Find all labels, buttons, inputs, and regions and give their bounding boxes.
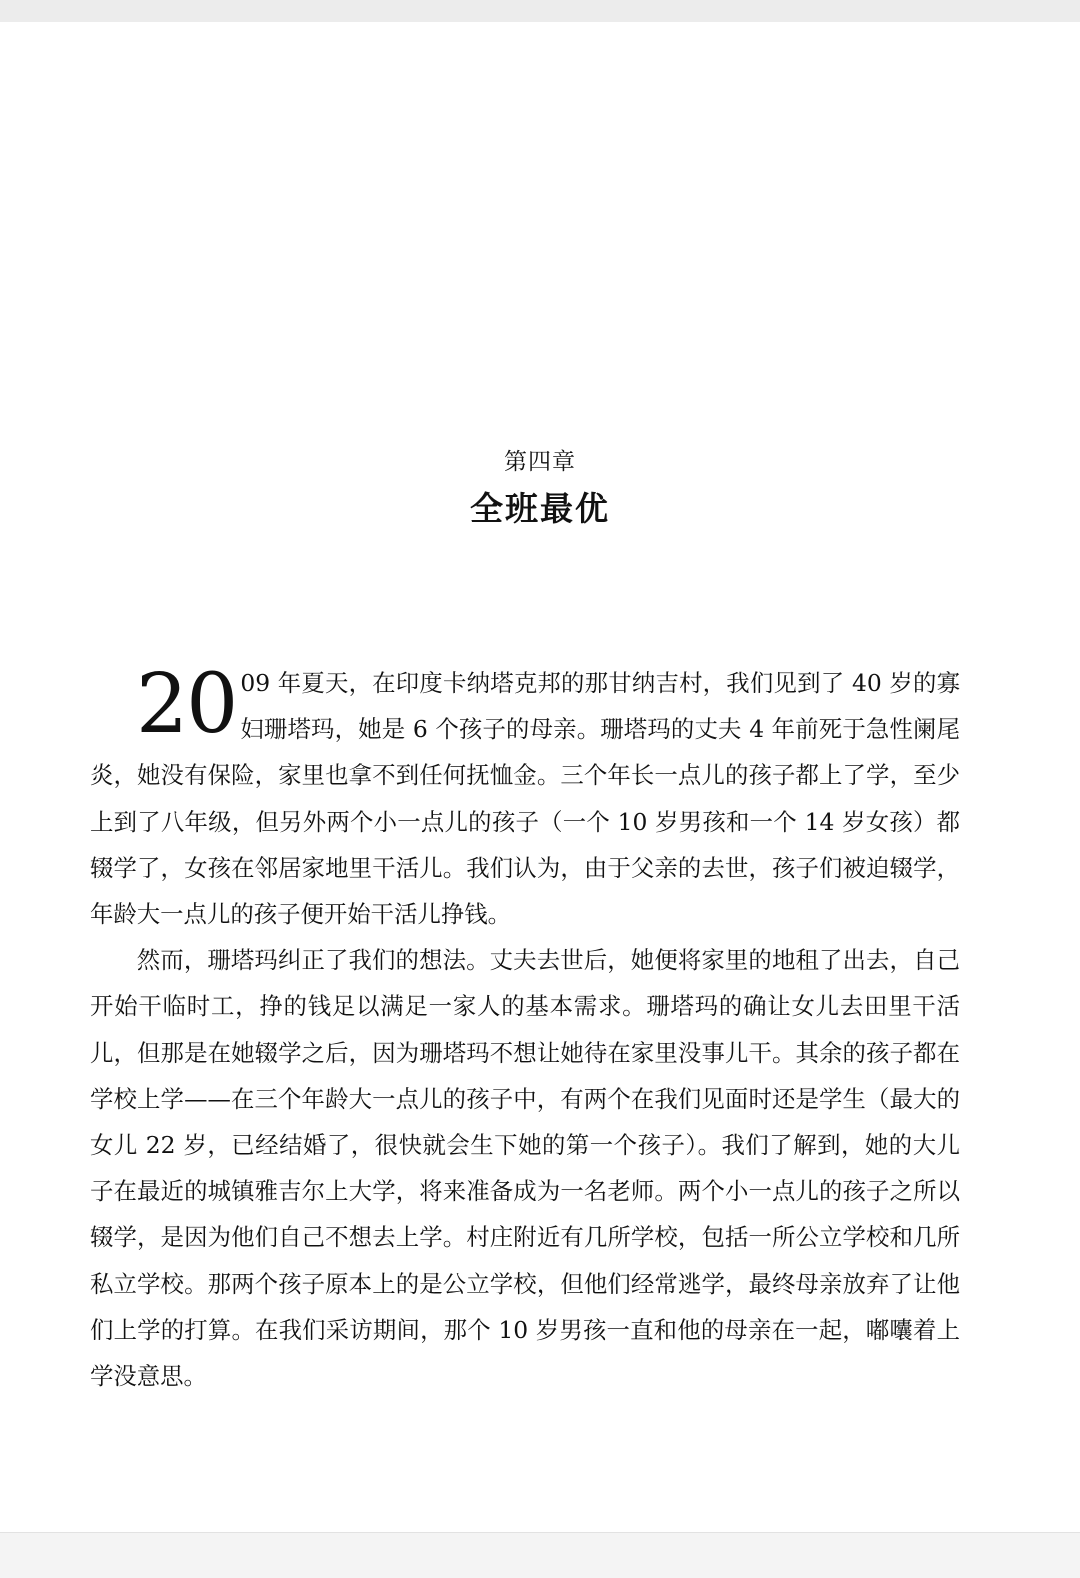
paragraph-1 [90, 657, 960, 937]
paragraph-1-text: 09 年夏天，在印度卡纳塔克邦的那甘纳吉村，我们见到了 40 岁的寡妇珊塔玛，她是 6 个孩子的母亲。珊塔玛的丈夫 4 年前死于急性阑尾炎，她没有保险，家里也拿不到任何抚恤金。三个年长一点儿的孩子都上了学，至少上到了八年级，但另外两个小一点儿的孩子（一个 10 岁男孩和一个 14 岁女孩）都辍学了，女孩在邻居家地里干活儿。我们认为，由于父亲的去世，孩子们被迫辍学，年龄大一点儿的孩子便开始干活儿挣钱。 [90, 669, 960, 929]
paragraph-2-text: 然而，珊塔玛纠正了我们的想法。丈夫去世后，她便将家里的地租了出去，自己开始干临时工，挣的钱足以满足一家人的基本需求。珊塔玛的确让女儿去田里干活儿，但那是在她辍学之后，因为珊塔玛不想让她待在家里没事儿干。其余的孩子都在学校上学——在三个年龄大一点儿的孩子中，有两个在我们见面时还是学生（最大的女儿 22 岁，已经结婚了，很快就会生下她的第一个孩子）。我们了解到，她的大儿子在最近的城镇雅吉尔上大学，将来准备成为一名老师。两个小一点儿的孩子之所以辍学，是因为他们自己不想去上学。村庄附近有几所学校，包括一所公立学校和几所私立学校。那两个孩子原本上的是公立学校，但他们经常逃学，最终母亲放弃了让他们上学的打算。在我们采访期间，那个 10 岁男孩一直和他的母亲在一起，嘟囔着上学没意思。 [90, 946, 960, 1391]
chapter-number: 第四章 [504, 449, 576, 475]
chapter-body [90, 657, 960, 1399]
page-bottom-edge [0, 1532, 1080, 1578]
chapter-title: 全班最优 [470, 489, 610, 528]
paragraph-2 [90, 937, 960, 1399]
drop-cap: 20 [136, 657, 237, 752]
